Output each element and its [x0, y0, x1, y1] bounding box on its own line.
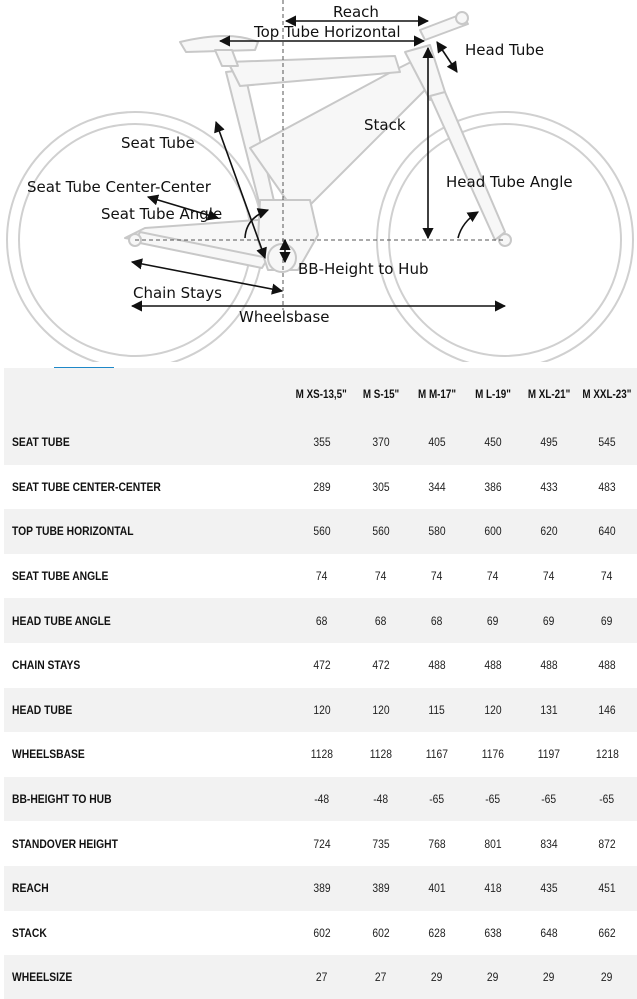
- table-cell: [521, 866, 577, 911]
- size-header-l: M L-19": [475, 387, 511, 401]
- table-cell: [353, 509, 409, 554]
- row-label-text: REACH: [12, 881, 49, 896]
- label-stack: Stack: [364, 116, 406, 134]
- cell-value: 74: [375, 569, 387, 584]
- row-label-text: SEAT TUBE ANGLE: [12, 569, 109, 584]
- size-header-m: M M-17": [417, 387, 456, 401]
- cell-value: -65: [485, 792, 501, 807]
- cell-value: 344: [428, 479, 446, 494]
- cell-value: 74: [601, 569, 613, 584]
- cell-value: 29: [601, 970, 613, 985]
- row-label-text: BB-HEIGHT TO HUB: [12, 792, 112, 807]
- cell-value: 68: [375, 613, 387, 628]
- table-cell: [465, 777, 521, 822]
- table-row: [4, 955, 637, 999]
- cell-value: 488: [540, 658, 558, 673]
- cell-value: 545: [598, 435, 616, 450]
- cell-value: 648: [540, 925, 558, 940]
- table-cell: [465, 911, 521, 956]
- cell-value: 69: [601, 613, 613, 628]
- table-cell: [290, 821, 352, 866]
- cell-value: 768: [428, 836, 446, 851]
- table-cell: [353, 554, 409, 599]
- cell-value: 488: [484, 658, 502, 673]
- cell-value: 495: [540, 435, 558, 450]
- table-cell: [353, 911, 409, 956]
- table-cell: [409, 866, 465, 911]
- header-spacer: [30, 368, 265, 420]
- table-cell: [353, 732, 409, 777]
- table-cell: [577, 509, 637, 554]
- table-cell: [521, 465, 577, 510]
- table-cell: [290, 643, 352, 688]
- cell-value: 724: [313, 836, 331, 851]
- cell-value: 602: [313, 925, 331, 940]
- cell-value: 488: [598, 658, 616, 673]
- cell-value: 29: [487, 970, 499, 985]
- cell-value: 580: [428, 524, 446, 539]
- table-cell: [465, 955, 521, 999]
- row-label-text: STANDOVER HEIGHT: [12, 836, 118, 851]
- table-cell: [577, 777, 637, 822]
- label-seat-tube-angle: Seat Tube Angle: [101, 205, 223, 223]
- cell-value: 620: [540, 524, 558, 539]
- cell-value: 27: [375, 970, 387, 985]
- table-cell: [465, 866, 521, 911]
- table-cell: [290, 955, 352, 999]
- table-cell: [409, 420, 465, 465]
- cell-value: 560: [313, 524, 331, 539]
- label-chain-stays: Chain Stays: [133, 284, 222, 302]
- table-cell: [409, 598, 465, 643]
- table-row: [4, 643, 637, 688]
- geometry-table: [4, 368, 637, 999]
- label-top-tube-horizontal: Top Tube Horizontal: [254, 23, 401, 41]
- table-row: [4, 420, 637, 465]
- cell-value: 68: [431, 613, 443, 628]
- table-cell: [290, 465, 352, 510]
- row-label: [4, 732, 290, 777]
- label-bb-height-to-hub: BB-Height to Hub: [298, 260, 429, 278]
- table-cell: [290, 420, 352, 465]
- table-cell: [409, 911, 465, 956]
- table-cell: [290, 598, 352, 643]
- table-cell: [577, 688, 637, 733]
- row-label: [4, 465, 290, 510]
- row-label: [4, 866, 290, 911]
- cell-value: -48: [373, 792, 389, 807]
- cell-value: 488: [428, 658, 446, 673]
- table-cell: [409, 777, 465, 822]
- cell-value: 801: [484, 836, 502, 851]
- row-label-text: SEAT TUBE: [12, 435, 70, 450]
- cell-value: 872: [598, 836, 616, 851]
- table-cell: [409, 643, 465, 688]
- table-cell: [465, 420, 521, 465]
- cell-value: 451: [598, 881, 616, 896]
- cell-value: 355: [313, 435, 331, 450]
- row-label-text: HEAD TUBE: [12, 702, 73, 717]
- table-cell: [521, 688, 577, 733]
- cell-value: 120: [484, 702, 502, 717]
- row-label-text: HEAD TUBE ANGLE: [12, 613, 111, 628]
- table-cell: [577, 643, 637, 688]
- table-cell: [409, 509, 465, 554]
- table-cell: [521, 643, 577, 688]
- table-cell: [409, 732, 465, 777]
- cell-value: 120: [372, 702, 390, 717]
- table-cell: [290, 554, 352, 599]
- table-cell: [353, 955, 409, 999]
- cell-value: 1167: [425, 747, 449, 762]
- cell-value: 131: [540, 702, 558, 717]
- cell-value: 435: [540, 881, 558, 896]
- cell-value: 735: [372, 836, 390, 851]
- table-row: [4, 821, 637, 866]
- cell-value: 662: [598, 925, 616, 940]
- row-label: [4, 821, 290, 866]
- row-label: [4, 554, 290, 599]
- cell-value: 602: [372, 925, 390, 940]
- table-cell: [577, 955, 637, 999]
- label-head-tube: Head Tube: [465, 41, 545, 59]
- table-cell: [290, 688, 352, 733]
- table-row: [4, 911, 637, 956]
- cell-value: 389: [313, 881, 331, 896]
- table-cell: [409, 955, 465, 999]
- cell-value: -65: [429, 792, 445, 807]
- table-cell: [577, 554, 637, 599]
- cell-value: 401: [428, 881, 446, 896]
- table-row: [4, 598, 637, 643]
- row-label-text: STACK: [12, 925, 47, 940]
- cell-value: 74: [487, 569, 499, 584]
- cell-value: 1176: [481, 747, 505, 762]
- cell-value: 120: [313, 702, 331, 717]
- cell-value: 483: [598, 479, 616, 494]
- cell-value: 1197: [538, 747, 561, 762]
- table-cell: [577, 598, 637, 643]
- cell-value: -65: [599, 792, 615, 807]
- label-head-tube-angle: Head Tube Angle: [446, 173, 573, 191]
- table-cell: [290, 911, 352, 956]
- row-label: [4, 598, 290, 643]
- label-wheelsbase: Wheelsbase: [239, 308, 330, 326]
- table-cell: [290, 866, 352, 911]
- geometry-table-body: [4, 420, 637, 999]
- size-header-xxl: M XXL-23": [582, 387, 632, 401]
- table-cell: [521, 732, 577, 777]
- table-cell: [465, 465, 521, 510]
- cell-value: 638: [484, 925, 502, 940]
- row-label: [4, 688, 290, 733]
- table-cell: [521, 598, 577, 643]
- cell-value: 600: [484, 524, 502, 539]
- table-cell: [353, 821, 409, 866]
- table-cell: [521, 911, 577, 956]
- table-cell: [465, 688, 521, 733]
- cell-value: 74: [431, 569, 443, 584]
- cell-value: 418: [484, 881, 502, 896]
- cell-value: 1128: [310, 747, 333, 762]
- table-cell: [353, 688, 409, 733]
- cell-value: 29: [431, 970, 443, 985]
- table-row: [4, 465, 637, 510]
- cell-value: 386: [484, 479, 502, 494]
- table-cell: [465, 509, 521, 554]
- size-header-xs: M XS-13,5": [296, 387, 348, 401]
- row-label: [4, 643, 290, 688]
- cell-value: 389: [372, 881, 390, 896]
- cell-value: 450: [484, 435, 502, 450]
- cell-value: 146: [598, 702, 616, 717]
- cell-value: 74: [543, 569, 555, 584]
- cell-value: 289: [313, 479, 331, 494]
- cell-value: 74: [315, 569, 328, 584]
- cell-value: 405: [428, 435, 446, 450]
- cell-value: 27: [315, 970, 328, 985]
- table-cell: [521, 420, 577, 465]
- cell-value: 1128: [369, 747, 393, 762]
- table-cell: [290, 732, 352, 777]
- table-cell: [521, 821, 577, 866]
- cell-value: 370: [372, 435, 390, 450]
- table-cell: [409, 554, 465, 599]
- cell-value: 29: [543, 970, 555, 985]
- row-label: [4, 777, 290, 822]
- table-cell: [521, 554, 577, 599]
- size-header-s: M S-15": [362, 387, 400, 401]
- table-row: [4, 509, 637, 554]
- size-header-row: [4, 368, 637, 420]
- table-row: [4, 688, 637, 733]
- label-seat-tube-center-center: Seat Tube Center-Center: [27, 178, 211, 196]
- table-cell: [465, 554, 521, 599]
- table-row: [4, 866, 637, 911]
- row-label-text: TOP TUBE HORIZONTAL: [12, 524, 134, 539]
- cell-value: -65: [541, 792, 557, 807]
- geometry-diagram: [0, 0, 637, 362]
- table-cell: [465, 643, 521, 688]
- table-cell: [353, 866, 409, 911]
- table-cell: [409, 821, 465, 866]
- label-reach: Reach: [333, 3, 379, 21]
- table-cell: [465, 598, 521, 643]
- table-cell: [409, 688, 465, 733]
- table-cell: [577, 465, 637, 510]
- cell-value: -48: [314, 792, 330, 807]
- table-cell: [290, 509, 352, 554]
- cell-value: 472: [313, 658, 331, 673]
- table-cell: [577, 911, 637, 956]
- table-row: [4, 777, 637, 822]
- cell-value: 1218: [595, 747, 619, 762]
- label-seat-tube: Seat Tube: [121, 134, 195, 152]
- size-header-xl: M XL-21": [527, 387, 571, 401]
- cell-value: 560: [372, 524, 390, 539]
- cell-value: 305: [372, 479, 390, 494]
- row-label-text: CHAIN STAYS: [12, 658, 81, 673]
- row-label-text: WHEELSBASE: [12, 747, 85, 762]
- row-label: [4, 955, 290, 999]
- table-cell: [521, 777, 577, 822]
- table-row: [4, 732, 637, 777]
- cell-value: 69: [543, 613, 555, 628]
- cell-value: 68: [315, 613, 328, 628]
- row-label-text: SEAT TUBE CENTER-CENTER: [12, 479, 161, 494]
- table-cell: [353, 777, 409, 822]
- table-cell: [577, 821, 637, 866]
- table-cell: [577, 866, 637, 911]
- cell-value: 69: [487, 613, 499, 628]
- table-cell: [353, 420, 409, 465]
- table-cell: [577, 420, 637, 465]
- table-cell: [521, 509, 577, 554]
- table-cell: [465, 732, 521, 777]
- cell-value: 834: [540, 836, 558, 851]
- table-cell: [353, 598, 409, 643]
- table-cell: [465, 821, 521, 866]
- table-cell: [353, 643, 409, 688]
- table-cell: [290, 777, 352, 822]
- cell-value: 640: [598, 524, 616, 539]
- cell-value: 115: [428, 702, 446, 717]
- row-label: [4, 420, 290, 465]
- table-row: [4, 554, 637, 599]
- cell-value: 628: [428, 925, 446, 940]
- cell-value: 433: [540, 479, 558, 494]
- row-label-text: WHEELSIZE: [12, 970, 73, 985]
- table-cell: [577, 732, 637, 777]
- cell-value: 472: [372, 658, 390, 673]
- table-cell: [353, 465, 409, 510]
- row-label: [4, 911, 290, 956]
- row-label: [4, 509, 290, 554]
- table-cell: [521, 955, 577, 999]
- table-cell: [409, 465, 465, 510]
